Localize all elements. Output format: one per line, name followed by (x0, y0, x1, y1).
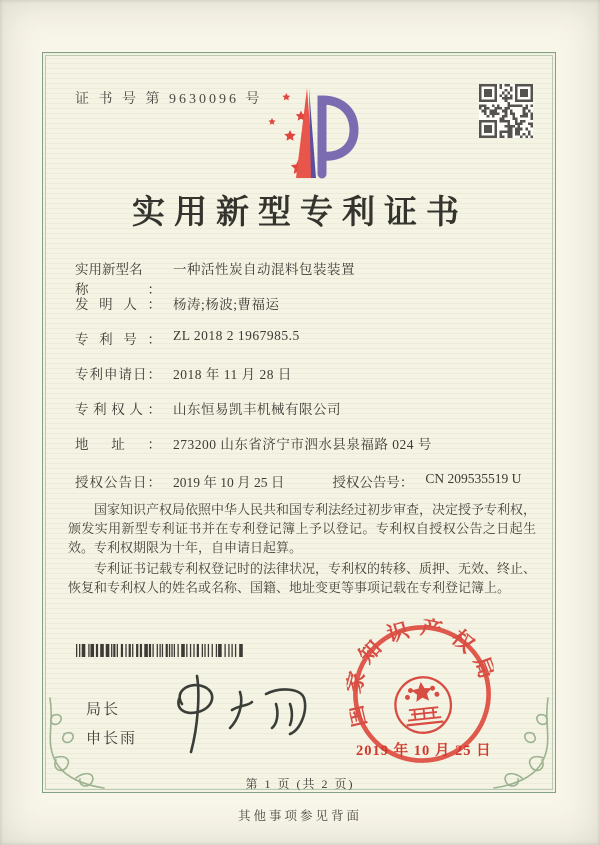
field-value: 2018 年 11 月 28 日 (173, 367, 292, 382)
grant-no-value: CN 209535519 U (425, 471, 522, 486)
page-number: 第 1 页 (共 2 页) (245, 777, 355, 791)
signer-title: 局长 (86, 702, 121, 718)
field-value: 一种活性炭自动混料包装装置 (173, 262, 355, 277)
patent-fields (75, 258, 535, 468)
field-label: 实用新型名称： (75, 262, 161, 297)
qr-code (479, 84, 533, 138)
field-label: 专利申请日： (75, 367, 161, 382)
field-value: ZL 2018 2 1967985.5 (173, 328, 300, 343)
grant-row (75, 471, 545, 491)
signer-name: 申长雨 (86, 731, 138, 747)
legal-paragraph: 专利证书记载专利权登记时的法律状况，专利权的转移、质押、无效、终止、恢复和专利权人的姓名或名称、国籍、地址变更等事项记载在专利登记簿上。 (68, 561, 537, 595)
field-label: 发明人： (75, 297, 161, 312)
field-value: 杨涛;杨波;曹福运 (173, 297, 280, 312)
field-value: 273200 山东省济宁市泗水县泉福路 024 号 (173, 437, 432, 452)
footer-note: 其他事项参见背面 (237, 809, 362, 823)
barcode (76, 644, 244, 657)
field-label: 地址： (75, 437, 161, 452)
signature-handwriting (148, 668, 338, 763)
grant-no-label: 授权公告号： (332, 475, 414, 490)
grant-date-value: 2019 年 10 月 25 日 (173, 475, 285, 490)
seal-date: 2019 年 10 月 25 日 (356, 743, 492, 759)
seal-ring-text: 国家知识产权局 (340, 614, 503, 730)
field-label: 专利号： (75, 332, 161, 347)
svg-text:国家知识产权局 (341, 613, 504, 730)
field-row (75, 363, 535, 382)
legal-paragraph: 国家知识产权局依照中华人民共和国专利法经过初步审查，决定授予专利权，颁发实用新型专利证书并在专利登记簿上予以登记。专利权自授权公告之日起生效。专利权期限为十年，自申请日起算。 (68, 502, 537, 555)
certificate-number: 证 书 号 第 9630096 号 (75, 92, 263, 107)
field-row (75, 293, 535, 312)
field-value: 山东恒易凯丰机械有限公司 (173, 402, 341, 417)
signer-block (86, 696, 137, 754)
cnipa-patent-logo-icon (250, 82, 360, 186)
field-label: 专利权人： (75, 402, 161, 417)
field-row (75, 433, 535, 452)
grant-date-label: 授权公告日： (75, 475, 161, 490)
certificate-title: 实用新型专利证书 (132, 195, 468, 231)
field-row (75, 328, 535, 347)
field-row (75, 398, 535, 417)
legal-paragraphs (68, 500, 536, 599)
field-row (75, 258, 535, 297)
